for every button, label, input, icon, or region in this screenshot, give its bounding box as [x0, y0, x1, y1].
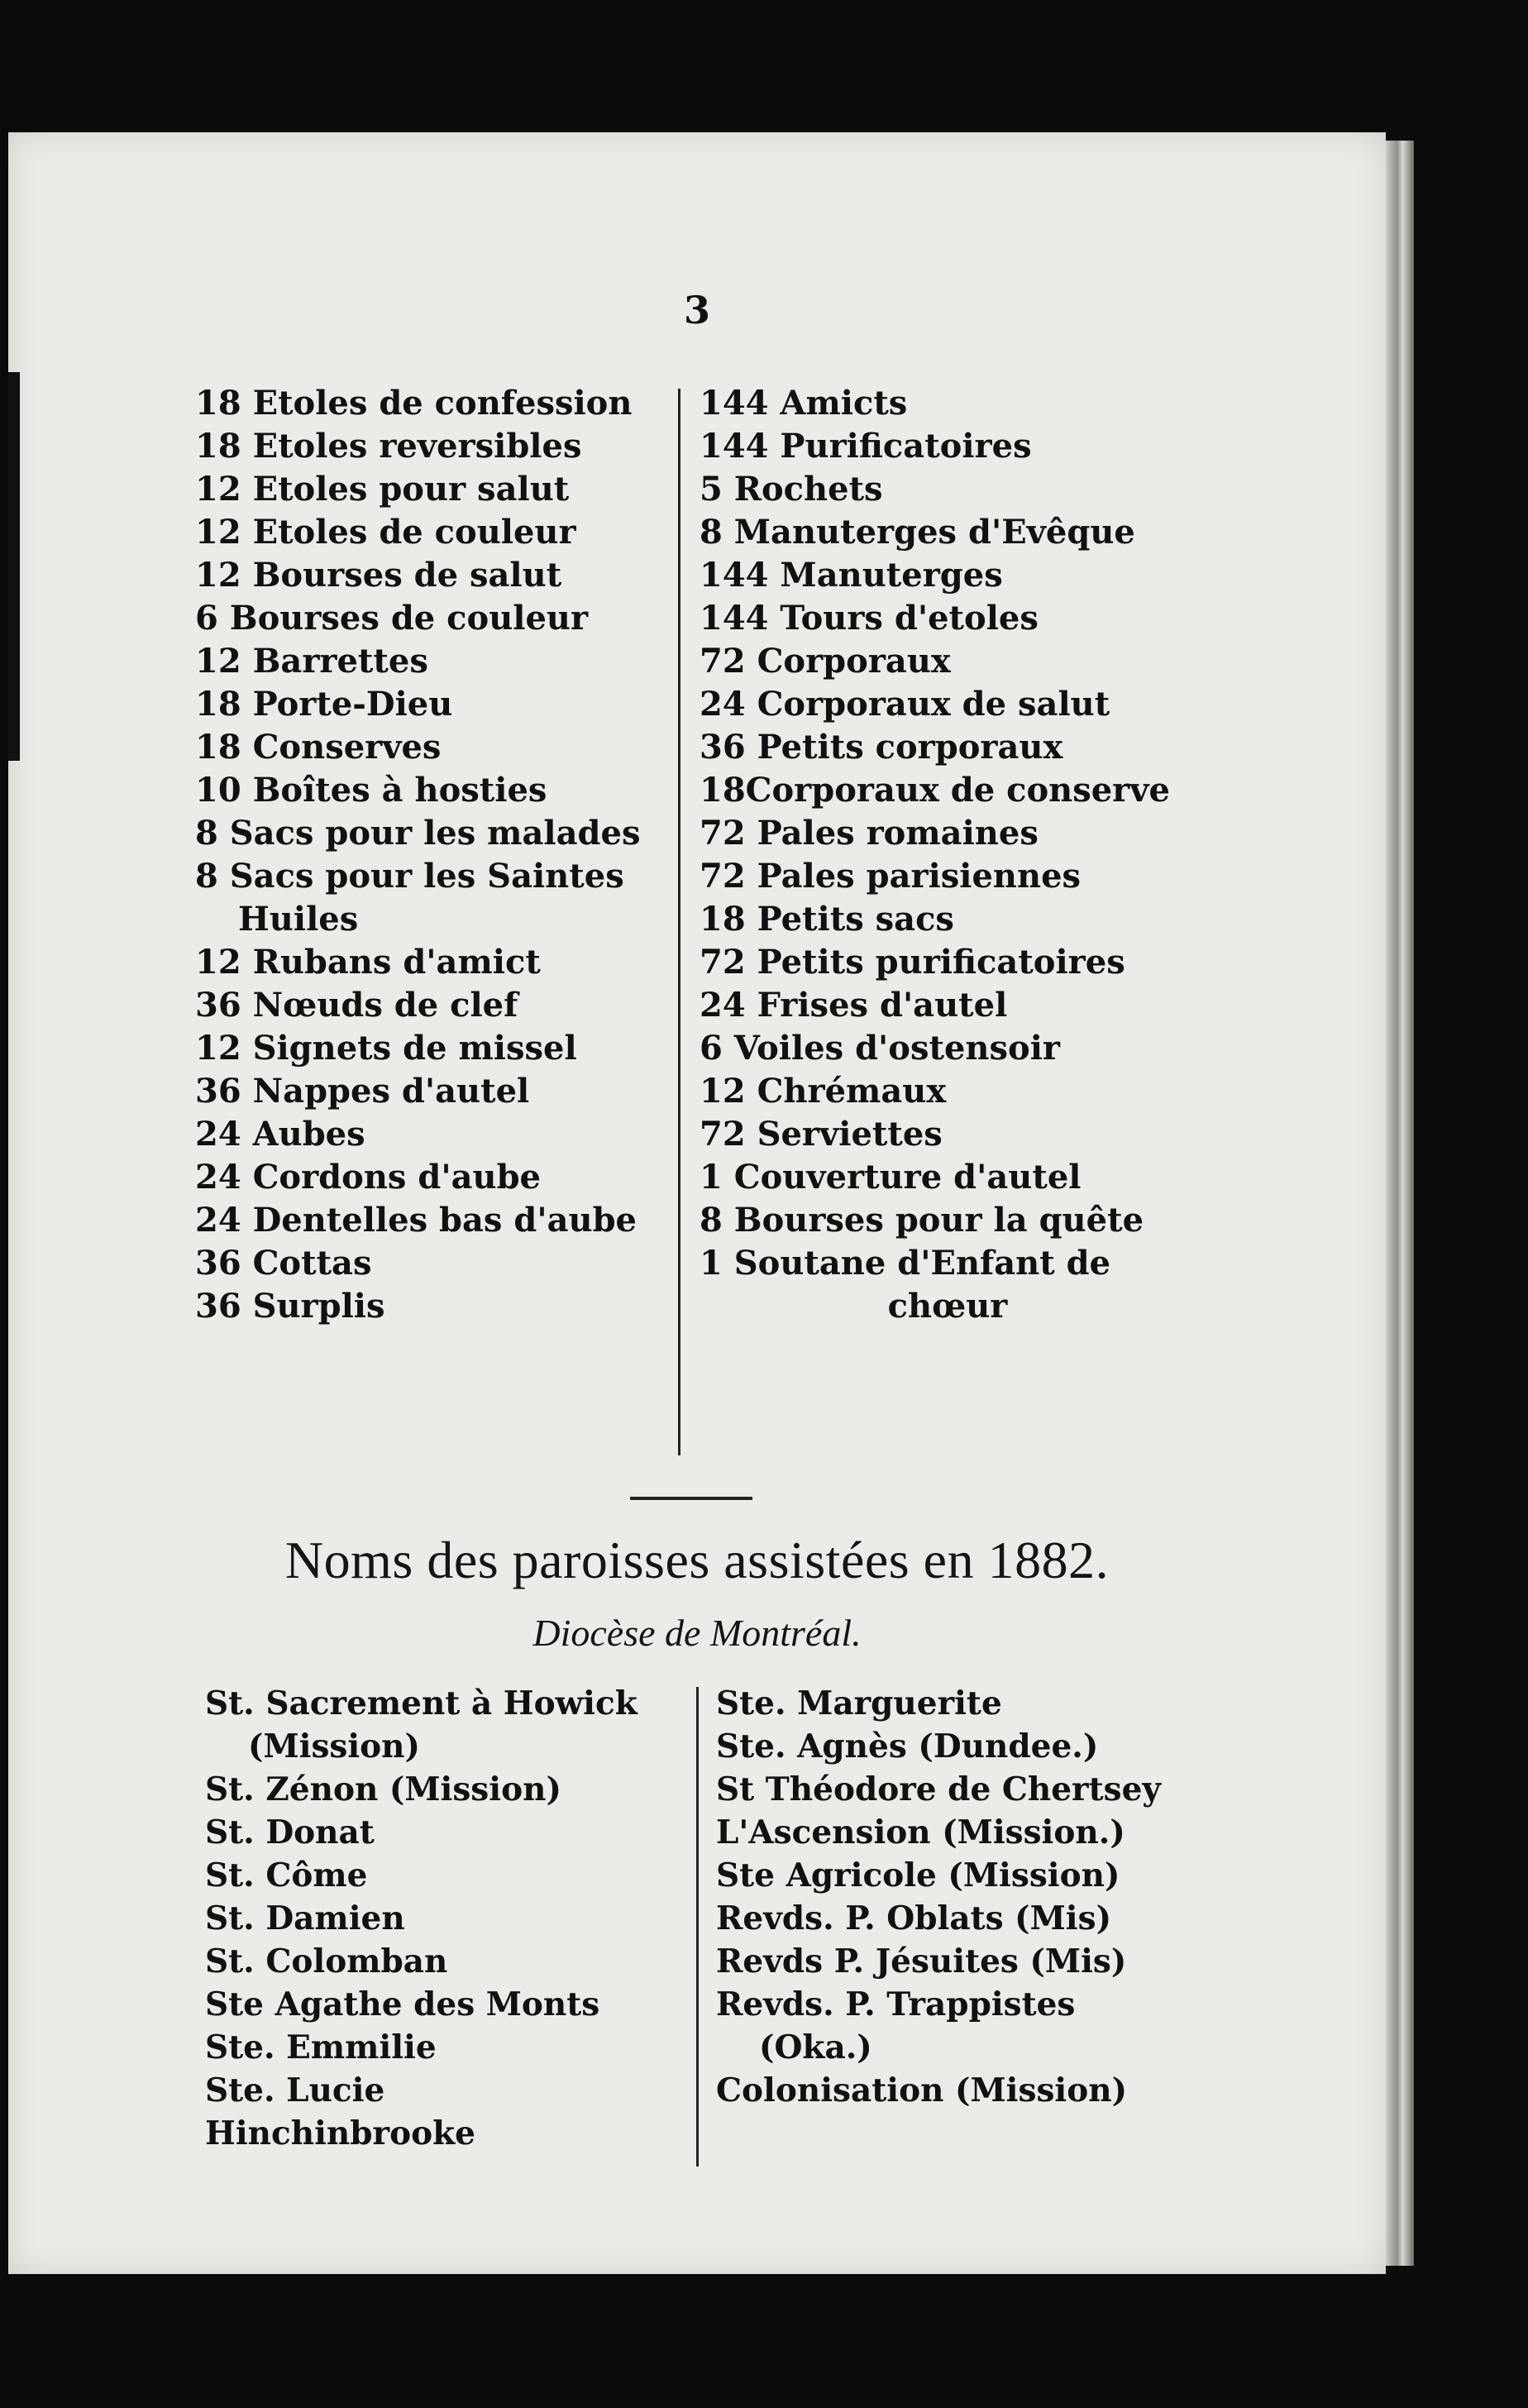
inventory-item: 144 Purificatoires — [700, 427, 1032, 466]
book-page — [8, 132, 1386, 2274]
inventory-item: 144 Manuterges — [700, 556, 1003, 595]
parish-item: Colonisation (Mission) — [716, 2071, 1128, 2109]
inventory-item: 72 Petits purificatoires — [700, 943, 1125, 982]
inventory-item: 6 Bourses de couleur — [195, 599, 589, 638]
inventory-item: 18Corporaux de conserve — [700, 771, 1170, 810]
binding-shadow — [8, 372, 20, 761]
inventory-item: 6 Voiles d'ostensoir — [700, 1029, 1060, 1068]
inventory-item: 24 Dentelles bas d'aube — [195, 1201, 637, 1240]
inventory-item: 12 Chrémaux — [700, 1072, 947, 1111]
inventory-item: 144 Amicts — [700, 384, 908, 423]
parish-item: Revds P. Jésuites (Mis) — [716, 1942, 1127, 1980]
parish-item: St. Zénon (Mission) — [205, 1770, 561, 1808]
parish-item: Ste Agathe des Monts — [205, 1985, 600, 2023]
parish-item: St. Colomban — [205, 1942, 448, 1980]
parish-item: L'Ascension (Mission.) — [716, 1813, 1125, 1851]
inventory-item: 1 Couverture d'autel — [700, 1158, 1082, 1197]
inventory-item: 18 Etoles reversibles — [195, 427, 582, 466]
parish-item: Hinchinbrooke — [205, 2114, 475, 2152]
parish-item: Ste. Lucie — [205, 2071, 385, 2109]
inventory-item: 72 Corporaux — [700, 642, 951, 681]
inventory-item: 12 Etoles de couleur — [195, 513, 576, 552]
inventory-column-divider — [678, 389, 680, 1455]
inventory-item: 8 Bourses pour la quête — [700, 1201, 1144, 1240]
section-rule — [630, 1497, 752, 1500]
parish-item: St. Sacrement à Howick — [205, 1684, 637, 1722]
inventory-item: chœur — [887, 1287, 1008, 1326]
inventory-item: 24 Aubes — [195, 1115, 365, 1154]
inventory-item: 24 Cordons d'aube — [195, 1158, 541, 1197]
page-stack-edge — [1386, 141, 1414, 2266]
diocese-subheading: Diocèse de Montréal. — [532, 1612, 862, 1654]
parish-item: Ste. Emmilie — [205, 2028, 437, 2066]
inventory-item: 8 Sacs pour les malades — [195, 814, 641, 853]
inventory-item: 36 Nœuds de clef — [195, 986, 518, 1025]
parish-item: St Théodore de Chertsey — [716, 1770, 1162, 1808]
inventory-item: 72 Pales romaines — [700, 814, 1039, 853]
inventory-item: 12 Rubans d'amict — [195, 943, 541, 982]
parish-item: St. Damien — [205, 1899, 405, 1937]
inventory-item: 12 Bourses de salut — [195, 556, 562, 595]
inventory-item: 18 Etoles de confession — [195, 384, 633, 423]
parish-item: (Mission) — [248, 1727, 420, 1765]
inventory-item: 10 Boîtes à hosties — [195, 771, 547, 810]
inventory-item: 18 Petits sacs — [700, 900, 954, 939]
inventory-item: 18 Porte-Dieu — [195, 685, 453, 724]
inventory-item: 12 Etoles pour salut — [195, 470, 570, 509]
parish-item: St. Côme — [205, 1856, 368, 1894]
inventory-item: 36 Nappes d'autel — [195, 1072, 530, 1111]
inventory-item: 24 Frises d'autel — [700, 986, 1008, 1025]
parish-item: (Oka.) — [759, 2028, 872, 2066]
inventory-item: 144 Tours d'etoles — [700, 599, 1039, 638]
parishes-right-column — [716, 1682, 1196, 2112]
parish-item: Ste. Marguerite — [716, 1684, 1002, 1722]
inventory-right-column — [700, 382, 1196, 1328]
parish-item: Ste. Agnès (Dundee.) — [716, 1727, 1099, 1765]
inventory-item: 8 Manuterges d'Evêque — [700, 513, 1135, 552]
inventory-item: 24 Corporaux de salut — [700, 685, 1110, 724]
inventory-item: 72 Pales parisiennes — [700, 857, 1082, 896]
parishes-column-divider — [696, 1687, 699, 2167]
inventory-item: 1 Soutane d'Enfant de — [700, 1244, 1111, 1283]
parish-item: St. Donat — [205, 1813, 375, 1851]
inventory-item: 36 Surplis — [195, 1287, 385, 1326]
inventory-item: Huiles — [238, 900, 359, 939]
inventory-item: 12 Barrettes — [195, 642, 428, 681]
inventory-item: 72 Serviettes — [700, 1115, 943, 1154]
inventory-item: 36 Cottas — [195, 1244, 372, 1283]
inventory-item: 12 Signets de missel — [195, 1029, 577, 1068]
parish-item: Ste Agricole (Mission) — [716, 1856, 1120, 1894]
inventory-item: 5 Rochets — [700, 470, 883, 509]
page-number: 3 — [683, 288, 710, 332]
inventory-left-column — [195, 382, 683, 1328]
parishes-left-column — [205, 1682, 701, 2155]
inventory-item: 18 Conserves — [195, 728, 442, 767]
inventory-item: 8 Sacs pour les Saintes — [195, 857, 624, 896]
parish-item: Revds. P. Trappistes — [716, 1985, 1076, 2023]
parishes-heading: Noms des paroisses assistées en 1882. — [284, 1531, 1110, 1589]
parish-item: Revds. P. Oblats (Mis) — [716, 1899, 1112, 1937]
inventory-item: 36 Petits corporaux — [700, 728, 1063, 767]
